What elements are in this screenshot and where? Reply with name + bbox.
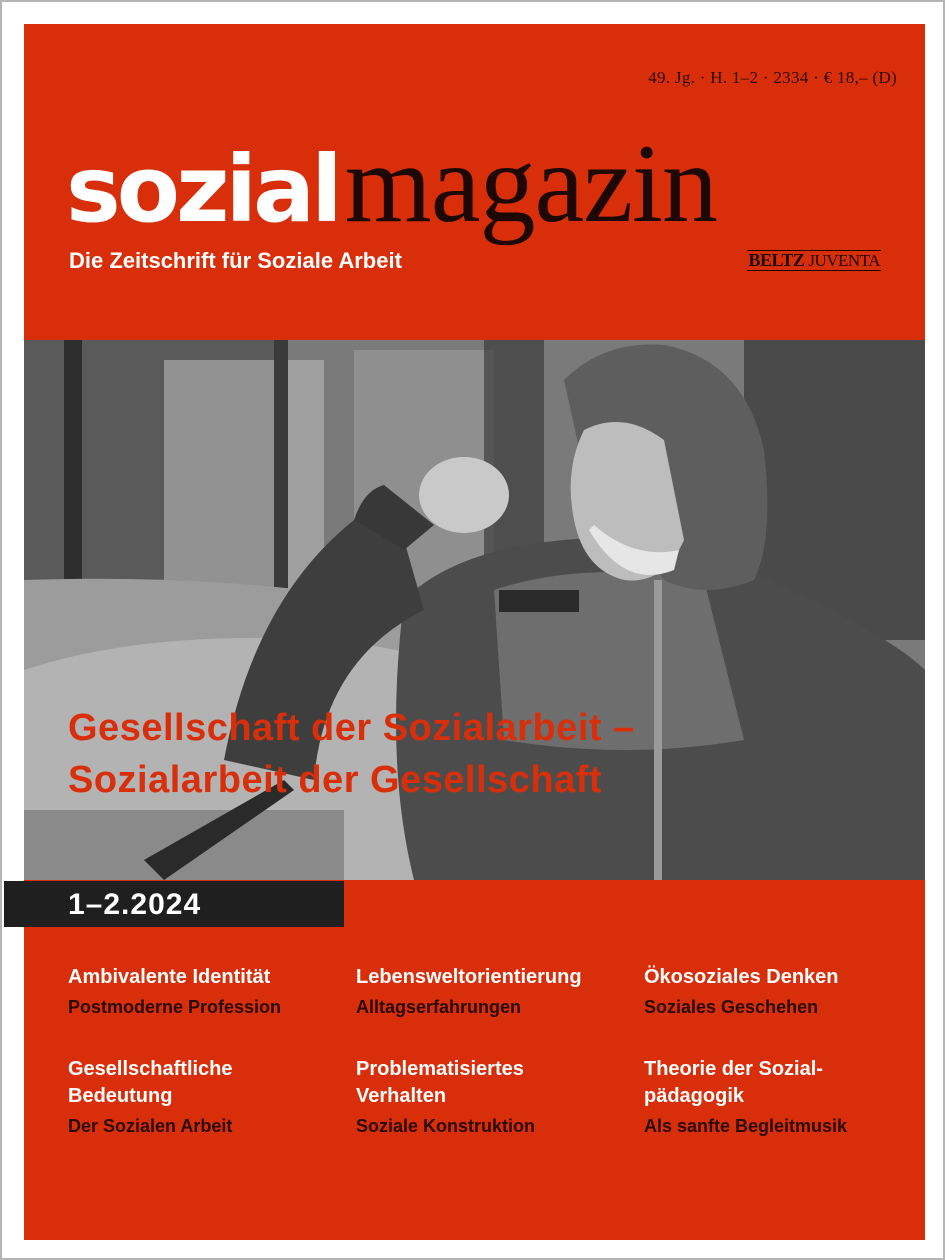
topic-5 bbox=[356, 1056, 556, 1139]
topic-2 bbox=[356, 964, 626, 1020]
topic-3 bbox=[644, 964, 914, 1020]
masthead bbox=[66, 120, 717, 250]
topic-subtitle: Der Sozialen Arbeit bbox=[68, 1116, 233, 1136]
topic-title: Ambivalente Identität bbox=[68, 966, 271, 988]
topic-6 bbox=[644, 1056, 854, 1139]
publisher-logo bbox=[747, 250, 881, 271]
masthead-magazin: magazin bbox=[344, 122, 718, 246]
cover-headline bbox=[68, 702, 635, 806]
issue-number: 1–2.2024 bbox=[68, 888, 202, 921]
topic-subtitle: Soziales Geschehen bbox=[644, 997, 819, 1017]
topic-title: Gesellschaftliche Bedeutung bbox=[68, 1058, 233, 1107]
topic-subtitle: Alltagserfahrungen bbox=[356, 997, 522, 1017]
publisher-beltz: BELTZ bbox=[748, 250, 805, 270]
topic-title: Problematisiertes Verhalten bbox=[356, 1058, 524, 1107]
topic-subtitle: Postmoderne Profession bbox=[68, 997, 282, 1017]
tagline: Die Zeitschrift für Soziale Arbeit bbox=[69, 248, 402, 273]
topic-subtitle: Als sanfte Begleitmusik bbox=[644, 1116, 848, 1136]
topic-4 bbox=[68, 1056, 268, 1139]
headline-line-1: Gesellschaft der Sozialarbeit – bbox=[68, 707, 635, 749]
topic-title: Theorie der Sozial-pädagogik bbox=[644, 1058, 823, 1107]
topic-1 bbox=[68, 964, 338, 1020]
publisher-juventa: JUVENTA bbox=[808, 251, 880, 270]
topic-title: Lebensweltorientierung bbox=[356, 966, 582, 988]
topic-title: Ökosoziales Denken bbox=[644, 966, 839, 988]
issue-info: 49. Jg. · H. 1–2 · 2334 · € 18,– (D) bbox=[648, 68, 897, 87]
masthead-sozial: sozial bbox=[66, 136, 339, 243]
headline-line-2: Sozialarbeit der Gesellschaft bbox=[68, 759, 603, 801]
topic-subtitle: Soziale Konstruktion bbox=[356, 1116, 536, 1136]
